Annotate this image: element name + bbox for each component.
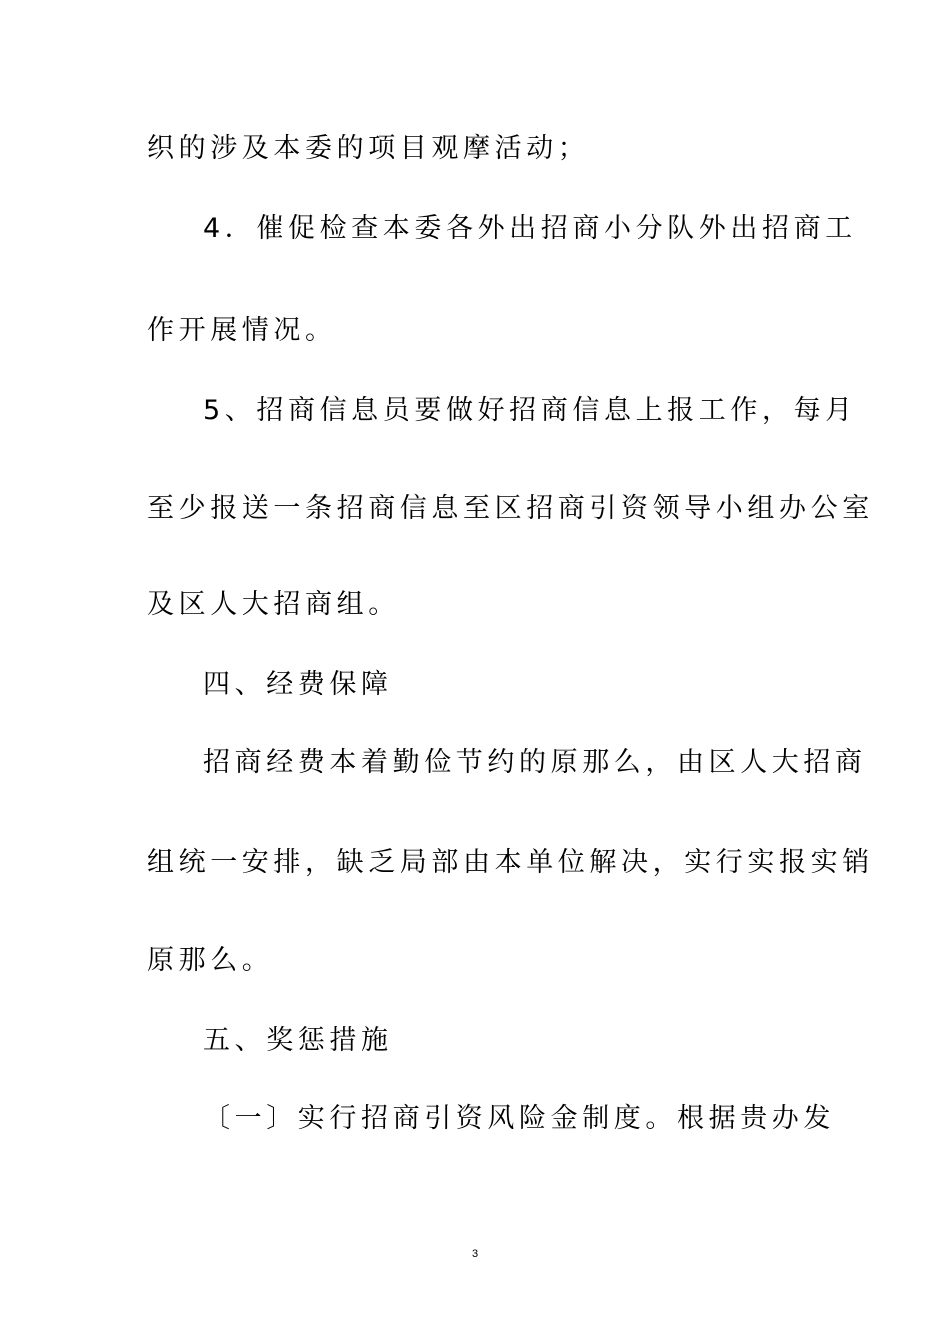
text-line: 5、招商信息员要做好招商信息上报工作，每月 [203,395,857,426]
text-line: 4．催促检查本委各外出招商小分队外出招商工 [203,213,857,244]
section-heading: 四、经费保障 [203,669,393,700]
text-line: 组统一安排，缺乏局部由本单位解决，实行实报实销 [147,847,874,878]
text-line: 至少报送一条招商信息至区招商引资领导小组办公室 [147,493,874,524]
page-number: 3 [471,1248,479,1260]
text-line: 及区人大招商组。 [147,589,400,620]
text-line: 招商经费本着勤俭节约的原那么，由区人大招商 [203,747,867,778]
text-line: 作开展情况。 [147,315,337,346]
text-line: 原那么。 [147,945,274,976]
text-line: 织的涉及本委的项目观摩活动； [147,133,590,164]
text-line: 〔一〕实行招商引资风险金制度。根据贵办发 [203,1103,835,1134]
section-heading: 五、奖惩措施 [203,1025,393,1056]
